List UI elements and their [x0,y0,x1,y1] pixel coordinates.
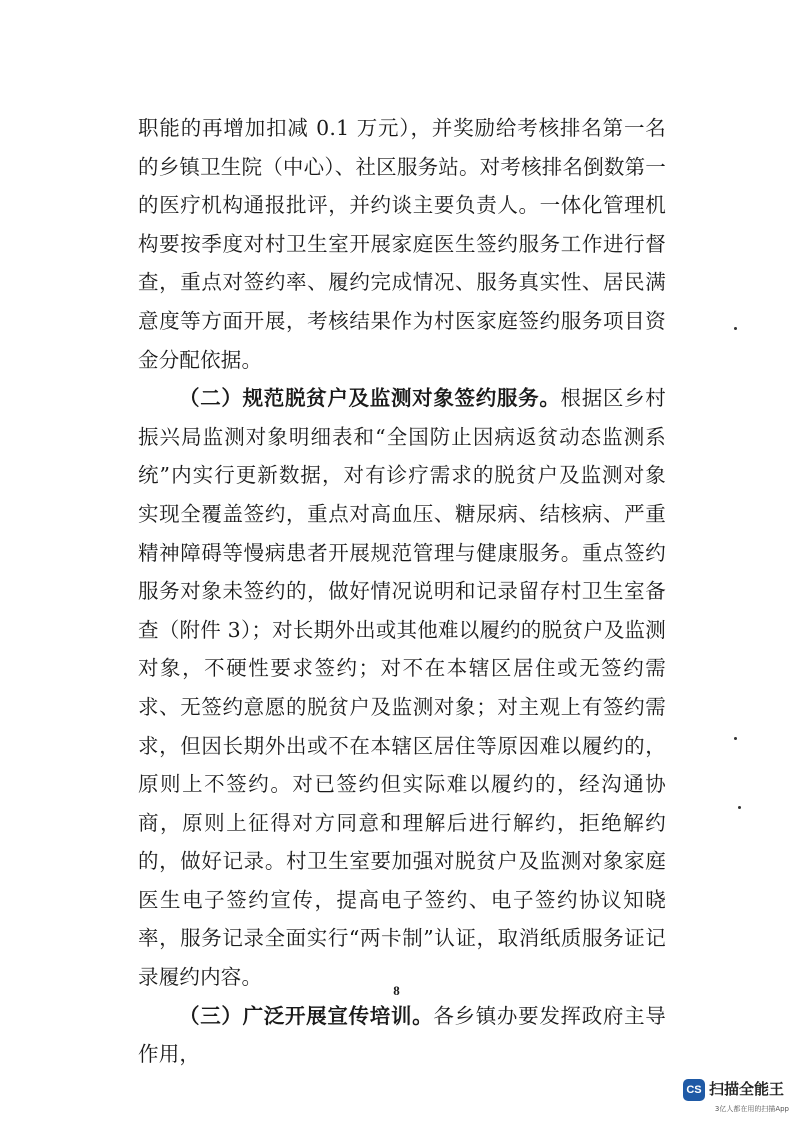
watermark-title: 扫描全能王 [709,1080,785,1098]
document-body [138,109,666,1074]
page-number: 8 [393,983,400,998]
paragraph-2 [138,379,666,997]
camscanner-logo-icon: CS [683,1079,705,1101]
watermark-subtitle: 3亿人都在用的扫描App [714,1105,789,1113]
paragraph-1-text: 职能的再增加扣减 0.1 万元），并奖励给考核排名第一名的乡镇卫生院（中心）、社区服务站。对考核排名倒数第一的医疗机构通报批评，并约谈主要负责人。一体化管理机构要按季度对村卫生室开展家庭医生签约服务工作进行督查，重点对签约率、履约完成情况、服务真实性、居民满意度等方面开展，考核结果作为村医家庭签约服务项目资金分配依据。 [138,116,666,372]
section-heading-3: （三）广泛开展宣传培训。 [179,1003,434,1028]
scanner-watermark [683,1076,789,1116]
paragraph-3 [138,997,666,1074]
scan-speck [734,737,737,740]
section-heading-2: （二）规范脱贫户及监测对象签约服务。 [179,386,561,411]
paragraph-2-text: 根据区乡村振兴局监测对象明细表和“全国防止因病返贫动态监测系统”内实行更新数据，对有诊疗需求的脱贫户及监测对象实现全覆盖签约，重点对高血压、糖尿病、结核病、严重精神障碍等慢病患者开展规范管理与健康服务。重点签约服务对象未签约的，做好情况说明和记录留存村卫生室备查（附件 3）；对长期外出或其他难以履约的脱贫户及监测对象，不硬性要求签约；对不在本辖区居住或无签约需求、无签约意愿的脱贫户及监测对象；对主观上有签约需求，但因长期外出或不在本辖区居住等原因难以履约的，原则上不签约。对已签约但实际难以履约的，经沟通协商，原则上征得对方同意和理解后进行解约，拒绝解约的，做好记录。村卫生室要加强对脱贫户及监测对象家庭医生电子签约宣传，提高电子签约、电子签约协议知晓率，服务记录全面实行“两卡制”认证，取消纸质服务证记录履约内容。 [138,386,666,990]
scan-speck [734,327,737,330]
scan-speck [738,806,741,809]
paragraph-3-text: 各乡镇办要发挥政府主导作用， [138,1003,666,1067]
paragraph-1 [138,109,666,379]
